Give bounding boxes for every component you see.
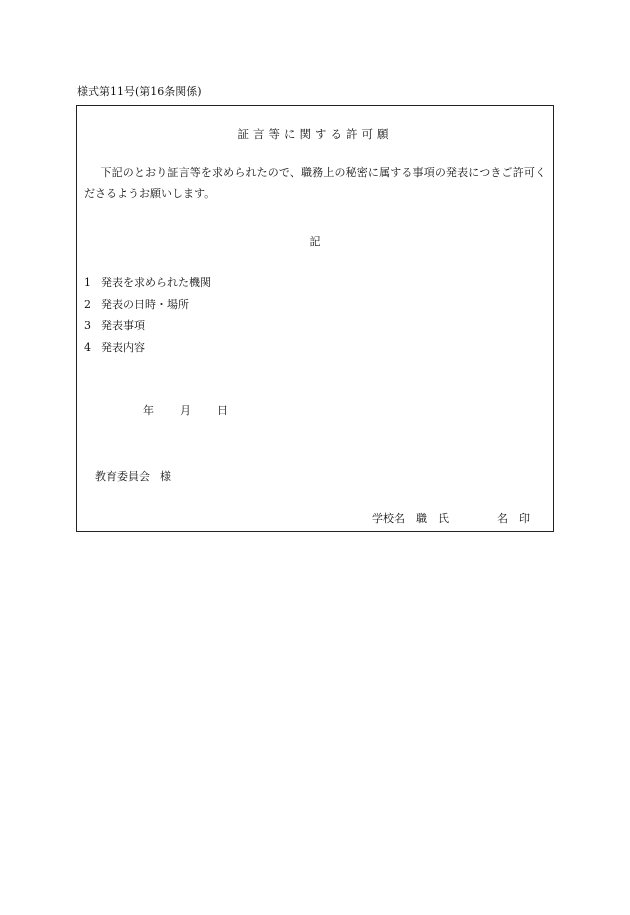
item-list [84,272,211,358]
addressee-name: 教育委員会 [95,470,150,483]
form-title: 証言等に関する許可願 [237,127,393,141]
name-label: 名 [497,512,508,525]
list-item [84,337,211,359]
addressee [95,468,171,484]
form-number: 様式第11号(第16条関係) [77,85,202,98]
item-label: 発表事項 [101,319,145,332]
list-item [84,315,211,337]
item-number: 2 [84,297,91,311]
list-item [84,294,211,316]
item-number: 4 [84,340,91,354]
item-label: 発表内容 [101,340,145,354]
request-body-text: 下記のとおり証言等を求められたので、職務上の秘密に属する事項の発表につきご許可くださるようお願いします。 [84,166,546,200]
date-line [143,402,228,418]
date-year-label: 年 [143,404,154,417]
position-name-label: 職 氏 [416,512,449,525]
date-day-label: 日 [217,404,228,417]
item-label: 発表を求められた機関 [101,276,211,289]
list-item [84,272,211,294]
item-label: 発表の日時・場所 [101,297,189,311]
application-form [76,105,554,532]
school-name-label: 学校名 [372,512,405,525]
ki-heading: 記 [309,235,321,248]
item-number: 3 [84,319,91,332]
seal-label: 印 [519,512,530,525]
item-number: 1 [84,276,91,289]
date-month-label: 月 [180,404,191,417]
addressee-honorific: 様 [160,470,171,483]
signature-line [372,510,530,526]
